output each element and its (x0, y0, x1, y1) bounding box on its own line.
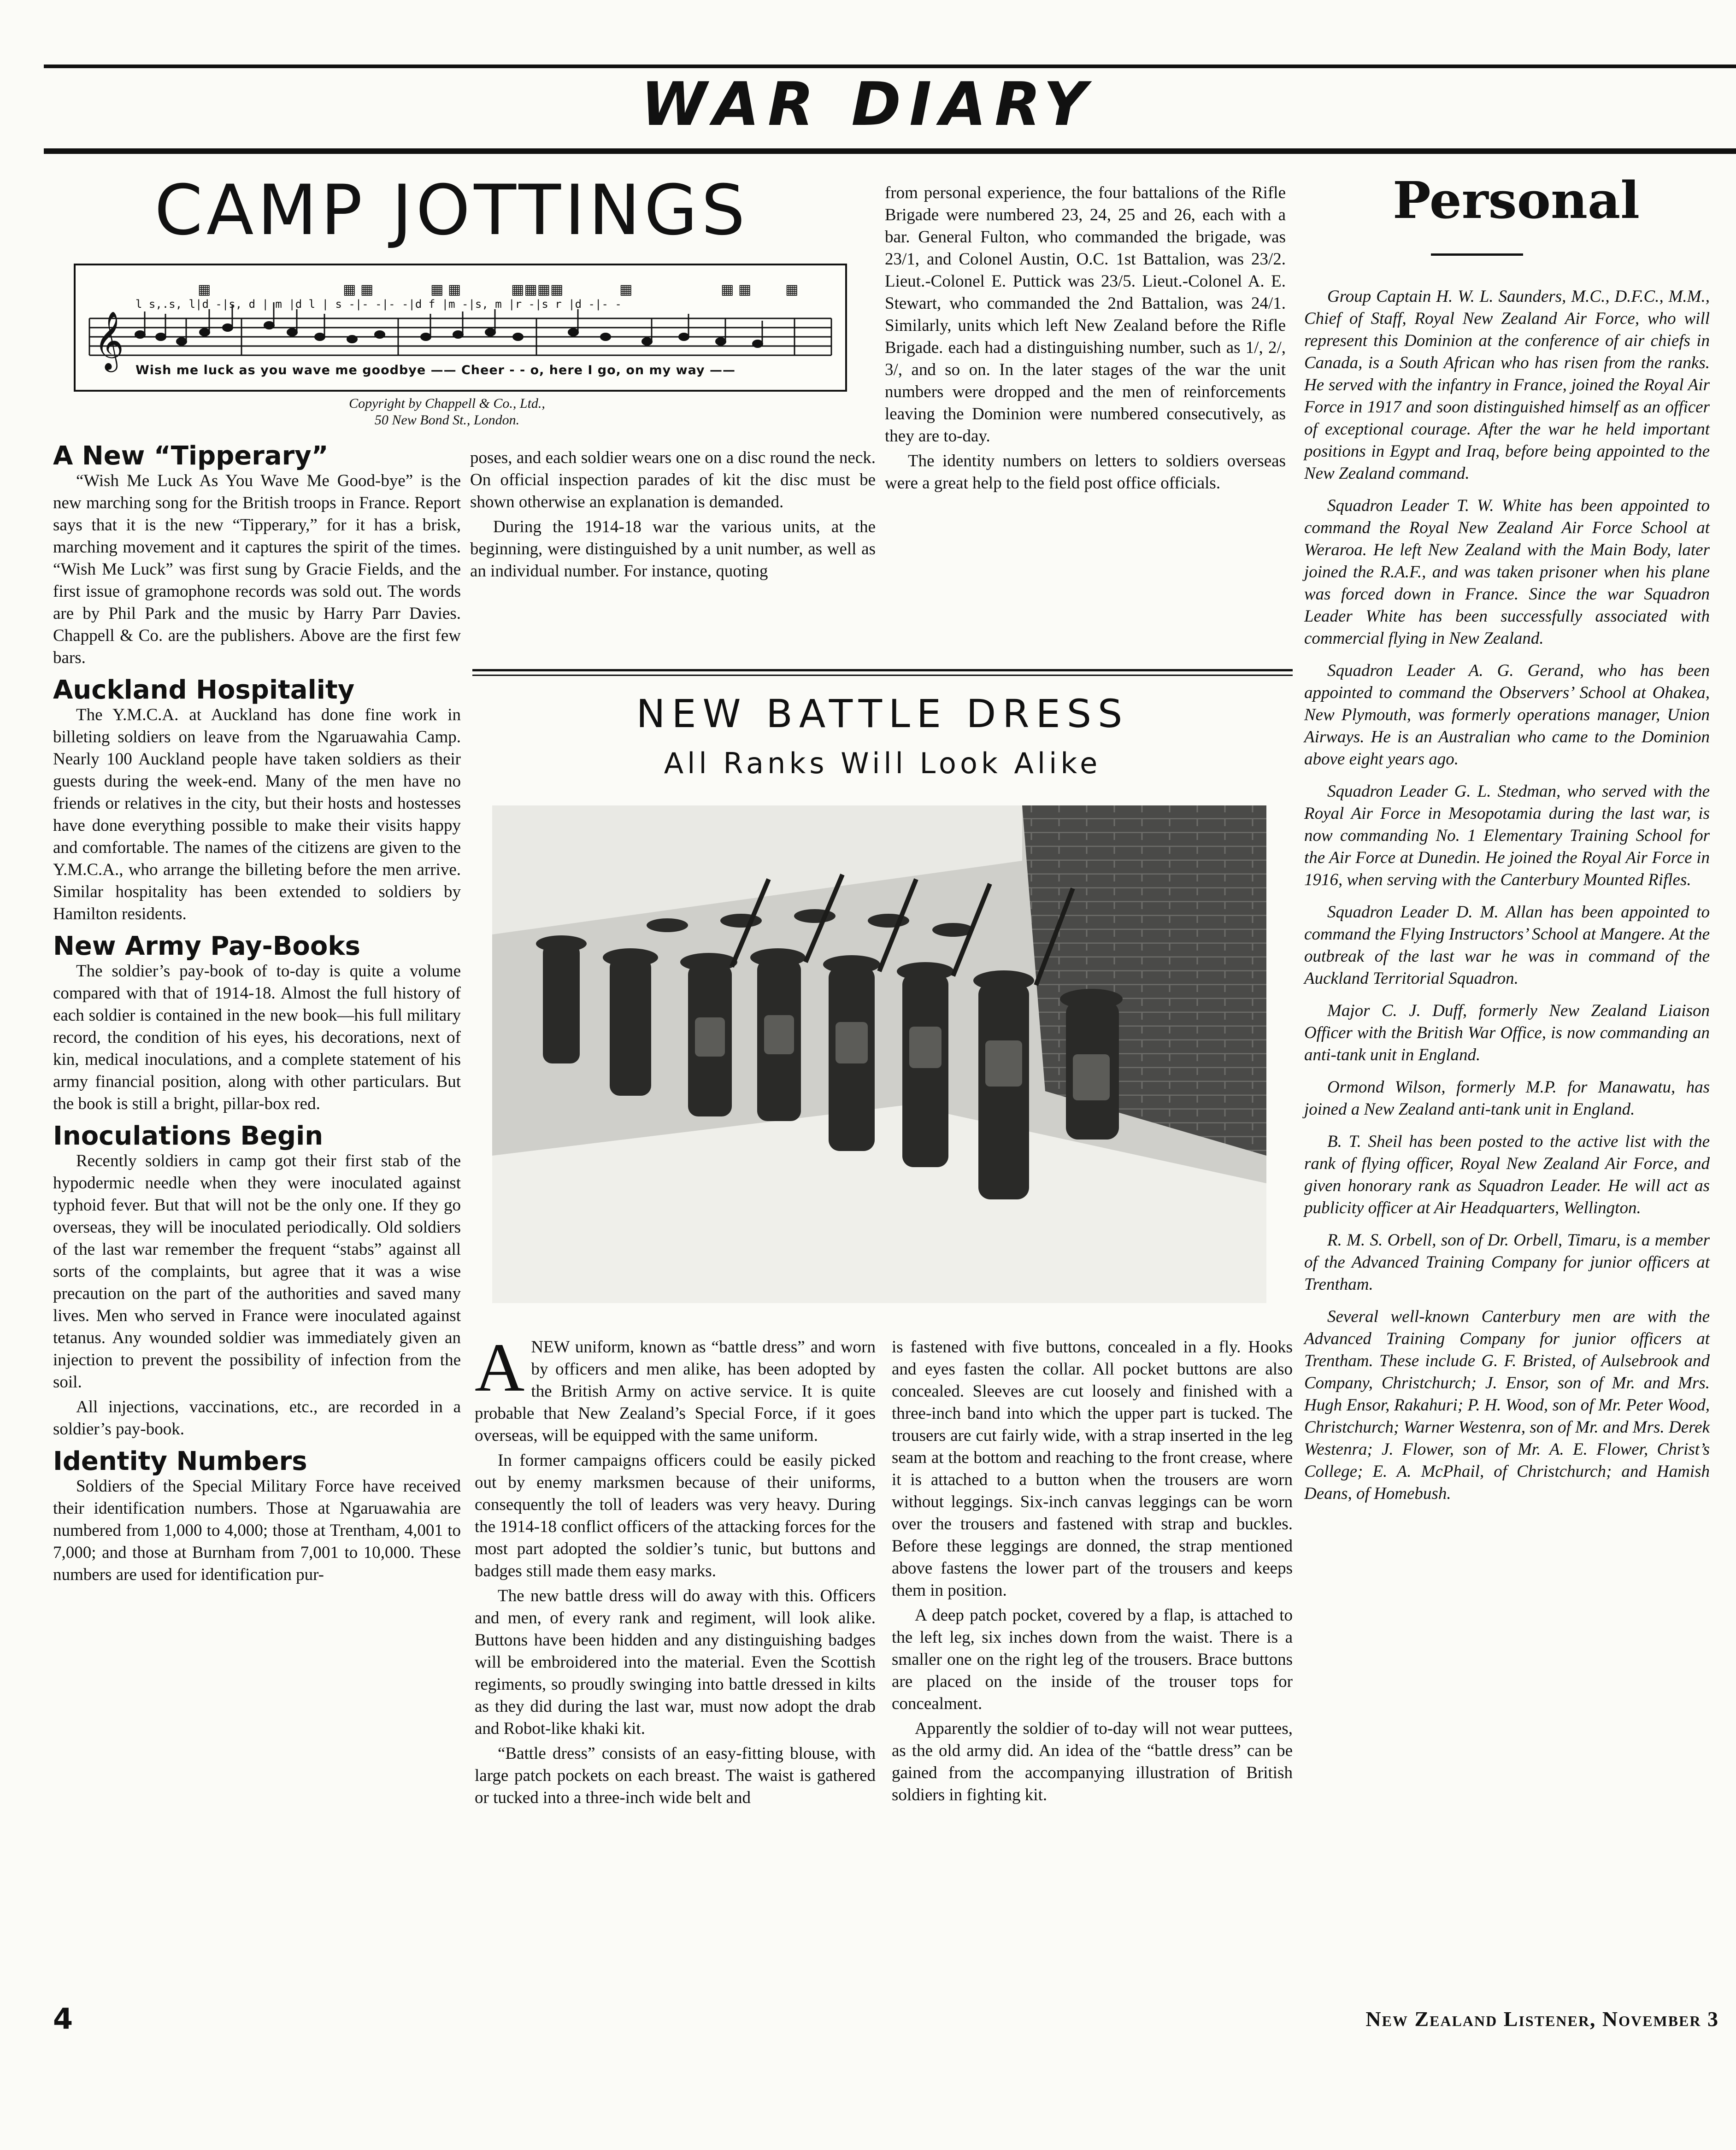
svg-text:▦ ▦: ▦ ▦ (343, 282, 374, 298)
identity-body-col3-2: The identity numbers on letters to soldiers overseas were a great help to the field post office officials. (885, 452, 1286, 493)
battle-col2-para-2: A deep patch pocket, covered by a flap, is attached to the left leg, six inches down from the waist. There is a smaller one on the right leg of the trousers. Brace buttons are placed on the inside of the trouser tops for concealment. (892, 1606, 1293, 1713)
svg-text:𝄞: 𝄞 (94, 311, 124, 370)
battle-section-rule-1 (472, 669, 1293, 671)
masthead-rule (44, 148, 1736, 154)
paybooks-heading: New Army Pay-Books (53, 931, 360, 961)
svg-text:▦: ▦ (619, 282, 633, 298)
identity-body-col3-1: from personal experience, the four battalions of the Rifle Brigade were numbered 23, 24, 25 and 26, each with a bar. General Fulton, who commanded the brigade, was 23/1, and Colonel Austin, O.C. 1st Battalion, was 23/2. Lieut.-Colonel E. Puttick was 23/5. Lieut.-Colonel A. E. Stewart, who commanded the 2nd Battalion, was 24/1. Similarly, units which left New Zealand before the Rifle Brigade. each had a distinguishing number, such as 1/, 2/, 3/, and so on. In the later stages of the war the unit numbers were dropped and the men of reinforcements leaving the Dominion were numbered consecutively, as they are to-day. (885, 183, 1286, 446)
personal-item-1: Group Captain H. W. L. Saunders, M.C., D.F.C., M.M., Chief of Staff, Royal New Zealand Air Force, who will represent this Dominion at the conference of air chiefs in Canada, is a South African who has risen from the ranks. He served with the infantry in France, joined the Royal Air Force in 1917 and soon distinguished himself as an officer of exceptional courage. After the war he held important positions in Egypt and Iraq, before being appointed to the New Zealand command. (1304, 287, 1710, 483)
battle-dress-title: NEW BATTLE DRESS (636, 691, 1129, 736)
battle-col1-para-2: In former campaigns officers could be easily picked out by enemy marksmen because of their uniforms, consequently the toll of leaders was very heavy. During the 1914-18 conflict officers of the attacking forces for the most part adopted the soldier’s tunic, but buttons and badges still made them easy marks. (475, 1451, 876, 1580)
auckland-body: The Y.M.C.A. at Auckland has done fine work in billeting soldiers on leave from the Ngaruawahia Camp. Nearly 100 Auckland people have taken soldiers as their guests during the week-end. Many of the men have no friends or relatives in the city, but their hosts and hostesses have done everything possible to make their visits happy and comfortable. The names of the citizens are given to the Y.M.C.A., who arrange the billeting before the men arrive. Similar hospitality has been extended to soldiers by Hamilton residents. (53, 705, 461, 923)
inoculations-body-2: All injections, vaccinations, etc., are recorded in a soldier’s pay-book. (53, 1398, 461, 1439)
marching-soldiers-photo (492, 805, 1266, 1303)
personal-title: Personal (1392, 170, 1640, 230)
battle-section-rule-2 (472, 675, 1293, 676)
drop-cap: A (475, 1329, 525, 1406)
top-rule (44, 65, 1736, 68)
camp-column-2 (470, 447, 876, 582)
personal-title-rule (1431, 253, 1523, 256)
publication-footer: New Zealand Listener, November 3 (1365, 2007, 1719, 2031)
svg-text:▦▦▦▦: ▦▦▦▦ (511, 282, 564, 298)
identity-body-col1: Soldiers of the Special Military Force have received their identification numbers. Those at Ngaruawahia are numbered from 1,000 to 4,000; those at Trentham, 4,001 to 7,000; and those at Burnham from 7,001 to 10,000. These numbers are used for identification pur- (53, 1477, 461, 1584)
copyright-line-2: 50 New Bond St., London. (374, 412, 520, 428)
personal-item-4: Squadron Leader G. L. Stedman, who served with the Royal Air Force in Mesopotamia during the last war, is now commanding No. 1 Elementary Training School for the Air Force at Dunedin. He joined the Royal Air Force in 1916, when serving with the Canterbury Mounted Rifles. (1304, 782, 1710, 889)
personal-item-8: B. T. Sheil has been posted to the active list with the rank of flying officer, Royal New Zealand Air Force, and given honorary rank as Squadron Leader. He will act as publicity officer at Air Headquarters, Wellington. (1304, 1132, 1710, 1217)
camp-column-3 (885, 182, 1286, 494)
svg-text:▦ ▦: ▦ ▦ (430, 282, 461, 298)
personal-item-2: Squadron Leader T. W. White has been appointed to command the Royal New Zealand Air Force School at Weraroa. He left New Zealand with the Main Body, later joined the R.A.F., and was taken prisoner when his plane was forced down in France. Since the war Squadron Leader White has been successfully associated with commercial flying in New Zealand. (1304, 496, 1710, 648)
page-number: 4 (53, 2002, 73, 2036)
personal-item-7: Ormond Wilson, formerly M.P. for Manawatu, has joined a New Zealand anti-tank unit in England. (1304, 1078, 1710, 1119)
battle-col2-para-1: is fastened with five buttons, concealed in a fly. Hooks and eyes fasten the collar. All pocket buttons are also concealed. Sleeves are cut loosely and finished with a three-inch band into which the upper part is tucked. The trousers are cut fairly wide, with a strap inserted in the leg seam at the bottom and reaching to the front crease, where it is attached to a button when the trousers are worn without leggings. Six-inch canvas leggings can be worn over the trousers and fastened with strap and buckles. Before these leggings are donned, the strap mentioned above fastens the lower part of the trousers and keeps them in position. (892, 1338, 1293, 1600)
tonic-solfa-line: l s,.s, l|d -|s, d | m |d l | s -|- -|- -|d f |m -|s, m |r -|s r |d -|- - (135, 298, 622, 311)
masthead-title: WAR DIARY (641, 69, 1095, 139)
battle-column-1 (475, 1329, 876, 1809)
personal-item-6: Major C. J. Duff, formerly New Zealand Liaison Officer with the British War Office, is now commanding an anti-tank unit in England. (1304, 1001, 1710, 1064)
paybooks-body: The soldier’s pay-book of to-day is quite a volume compared with that of 1914-18. Almost the full history of each soldier is contained in the new book—his full military record, the condition of his eyes, his decorations, next of kin, medical inoculations, and a complete statement of his army financial position, along with other particulars. But the book is still a bright, pillar-box red. (53, 962, 461, 1113)
tipperary-body: “Wish Me Luck As You Wave Me Good-bye” is the new marching song for the British troops in France. Report says that it is the new “Tipperary,” for it has a brisk, marching movement and it captures the spirit of the times. “Wish Me Luck” was first sung by Gracie Fields, and the first issue of gramophone records was sold out. The words are by Phil Park and the music by Harry Parr Davies. Chappell & Co. are the publishers. Above are the first few bars. (53, 471, 461, 667)
identity-body-col2-2: During the 1914-18 war the various units, at the beginning, were distinguished by a unit number, as well as an individual number. For instance, quoting (470, 517, 876, 581)
personal-item-9: R. M. S. Orbell, son of Dr. Orbell, Timaru, is a member of the Advanced Training Company for junior officers at Trentham. (1304, 1231, 1710, 1294)
sheet-music (74, 264, 847, 392)
battle-col1-para-4: “Battle dress” consists of an easy-fitting blouse, with large patch pockets on each breast. The waist is gathered or tucked into a three-inch wide belt and (475, 1744, 876, 1807)
inoculations-body-1: Recently soldiers in camp got their first stab of the hypodermic needle when they were inoculated against typhoid fever. But that will not be the only one. If they go overseas, they will be inoculated periodically. Old soldiers of the last war remember the frequent “stabs” against all sorts of the complaints, but agree that it was a wise precaution on the part of the authorities and saved many lives. Men who served in France were inoculated against tetanus. Any wounded soldier was immediately given an injection to prevent the possibility of infection from the soil. (53, 1151, 461, 1392)
soldiers-photo-graphic (492, 805, 1266, 1303)
identity-body-col2-1: poses, and each soldier wears one on a disc round the neck. On official inspection parades of kit the disc must be shown otherwise an explanation is demanded. (470, 448, 876, 511)
song-lyrics-line: Wish me luck as you wave me goodbye —— Cheer - - o, here I go, on my way —— (135, 363, 736, 377)
battle-col2-para-3: Apparently the soldier of to-day will not wear puttees, as the old army did. An idea of the “battle dress” can be gained from the accompanying illustration of British soldiers in fighting kit. (892, 1719, 1293, 1804)
personal-item-10: Several well-known Canterbury men are with the Advanced Training Company for junior officers at Trentham. These include G. F. Bristed, of Aulsebrook and Company, Christchurch; J. Ensor, son of Mr. and Mrs. Hugh Ensor, Rakahuri; P. H. Wood, son of Mr. Peter Wood, Christchurch; Warner Westenra, son of Mr. and Mrs. Derek Westenra; J. Flower, son of Mr. A. E. Flower, Christ’s College; E. A. McPhail, of Christchurch; and Hamish Deans, of Homebush. (1304, 1307, 1710, 1503)
svg-text:▦: ▦ (785, 282, 799, 298)
svg-text:▦ ▦: ▦ ▦ (721, 282, 752, 298)
battle-col1-para-3: The new battle dress will do away with this. Officers and men, of every rank and regiment, will look alike. Buttons have been hidden and any distinguishing badges will be embroidered into the material. Even the Scottish regiments, so proudly swinging into battle dressed in kilts as they did during the last war, must now adopt the drab and Robot-like khaki kit. (475, 1586, 876, 1738)
battle-column-2 (892, 1336, 1293, 1806)
battle-col1-para-1: NEW uniform, known as “battle dress” and worn by officers and men alike, has been adopted by the British Army on active service. It is quite probable that New Zealand’s Special Force, if it goes overseas, will be equipped with the same uniform. (475, 1338, 876, 1445)
tipperary-heading: A New “Tipperary” (53, 441, 329, 471)
camp-column-1 (53, 442, 461, 1586)
personal-item-3: Squadron Leader A. G. Gerand, who has been appointed to command the Observers’ School at Ohakea, New Plymouth, was formerly operations manager, Union Airways. He is an Australian who came to the Dominion above eight years ago. (1304, 661, 1710, 769)
copyright-notice (194, 395, 700, 429)
svg-text:▦: ▦ (198, 282, 211, 298)
personal-column (1304, 286, 1710, 1505)
personal-item-5: Squadron Leader D. M. Allan has been appointed to command the Flying Instructors’ School at Mangere. At the outbreak of the last war he was in command of the Auckland Territorial Squadron. (1304, 903, 1710, 988)
identity-heading: Identity Numbers (53, 1446, 307, 1476)
auckland-heading: Auckland Hospitality (53, 675, 355, 705)
camp-jottings-title: CAMP JOTTINGS (154, 170, 749, 251)
copyright-line-1: Copyright by Chappell & Co., Ltd., (349, 396, 545, 411)
battle-dress-subtitle: All Ranks Will Look Alike (664, 746, 1101, 780)
inoculations-heading: Inoculations Begin (53, 1121, 324, 1151)
